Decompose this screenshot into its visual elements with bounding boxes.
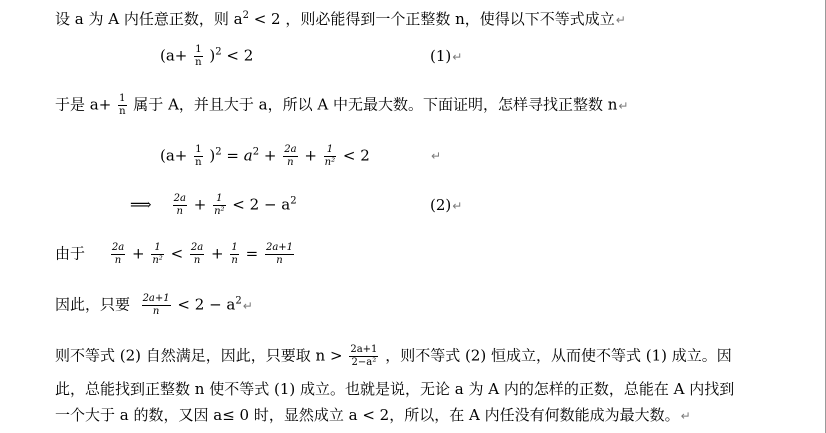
- paragraph-1: [55, 9, 626, 30]
- denominator: n: [231, 255, 238, 266]
- operator: +: [193, 195, 207, 214]
- text: 设 a 为 A 内任意正数，则 a: [55, 10, 243, 28]
- text: ): [209, 46, 216, 65]
- fraction: [111, 242, 125, 267]
- paragraph-mark-icon: ↵: [615, 13, 626, 27]
- exponent: 2: [242, 10, 249, 21]
- paragraph-mark-icon: ↵: [618, 98, 629, 113]
- denominator: n: [176, 206, 183, 217]
- paragraph-5-line-1: [55, 344, 732, 369]
- denominator: n: [276, 255, 283, 266]
- operator: <: [170, 244, 188, 263]
- paragraph-2: [55, 93, 628, 118]
- numerator: 2a: [190, 242, 204, 253]
- text: (a+: [160, 46, 188, 65]
- text: < 2 − a: [177, 295, 236, 314]
- numerator: 2a: [111, 242, 125, 253]
- text: ，则不等式 (2) 恒成立，从而使不等式 (1) 成立。因: [385, 346, 732, 365]
- numerator: 2a+1: [142, 293, 170, 304]
- fraction: [283, 144, 297, 169]
- text: < 2 ，则必能得到一个正整数 n，使得以下不等式成立: [248, 10, 615, 28]
- text: 一个大于 a 的数，又因 a≤ 0 时，显然成立 a < 2，所以，在 A 内任没有何数能成为最大数。: [55, 406, 680, 424]
- equation-2: [160, 144, 370, 169]
- paragraph-3: [55, 242, 296, 267]
- paragraph-4: [55, 293, 253, 318]
- denominator: n²: [324, 157, 336, 168]
- denominator: n: [119, 106, 126, 117]
- text: 因此，只要: [55, 295, 131, 314]
- paragraph-mark-icon: ↵: [452, 50, 463, 64]
- operator: +: [131, 244, 145, 263]
- fraction: [142, 293, 171, 318]
- numerator: 1: [231, 242, 238, 253]
- numerator: 2a: [284, 144, 297, 155]
- equation-number: (2): [430, 196, 452, 214]
- paragraph-5-line-2: [55, 379, 734, 399]
- exponent: 2: [215, 146, 222, 158]
- text: 于是 a+: [55, 95, 112, 114]
- numerator: 2a+1: [350, 344, 378, 355]
- denominator: 2−a²: [351, 357, 377, 368]
- variable: a: [243, 146, 253, 165]
- fraction: [349, 344, 378, 369]
- paragraph-mark-icon: ↵: [242, 298, 253, 313]
- fraction: [173, 193, 187, 218]
- paragraph-mark-icon: ↵: [680, 409, 691, 423]
- fraction: [151, 242, 163, 267]
- equation-1-tag: [430, 46, 462, 67]
- denominator: n: [195, 157, 202, 168]
- equation-3-tag: [430, 195, 462, 216]
- paragraph-5-line-3: [55, 405, 691, 426]
- equation-number: (1): [430, 47, 452, 65]
- operator: +: [211, 244, 224, 263]
- numerator: 1: [195, 44, 202, 55]
- fraction: [230, 242, 238, 267]
- paragraph-mark-icon: ↵: [452, 199, 463, 213]
- denominator: n: [193, 255, 201, 266]
- denominator: n: [195, 57, 202, 68]
- numerator: 2a+1: [265, 242, 294, 253]
- equation-1: [160, 44, 253, 69]
- text: 则不等式 (2) 自然满足，因此，只要取 n >: [55, 346, 348, 365]
- operator: =: [245, 244, 263, 263]
- denominator: n: [152, 306, 160, 317]
- text: 此，总能找到正整数 n 使不等式 (1) 成立。也就是说，无论 a 为 A 内的怎样的正数，总能在 A 内找到: [55, 380, 735, 398]
- denominator: n²: [214, 206, 225, 217]
- fraction: [194, 144, 202, 169]
- numerator: 1: [213, 193, 225, 206]
- numerator: 1: [324, 144, 336, 157]
- operator: +: [263, 146, 277, 165]
- exponent: 2: [290, 195, 297, 207]
- equation-2-end: [430, 146, 441, 164]
- text: < 2 − a: [232, 195, 291, 214]
- text: < 2: [221, 46, 254, 65]
- paragraph-mark-icon: ↵: [431, 149, 442, 163]
- text: 属于 A，并且大于 a，所以 A 中无最大数。下面证明，怎样寻找正整数 n: [133, 95, 618, 114]
- numerator: 2a: [173, 193, 186, 204]
- denominator: n: [114, 255, 122, 266]
- denominator: n²: [152, 255, 163, 266]
- exponent: 2: [215, 46, 222, 58]
- text: =: [221, 146, 244, 165]
- implies-arrow: ⟹: [130, 195, 152, 214]
- numerator: 1: [119, 93, 126, 104]
- text: 由于: [55, 244, 86, 263]
- numerator: 1: [151, 242, 163, 255]
- fraction: [190, 242, 204, 267]
- equation-3: [130, 193, 297, 218]
- fraction: [324, 144, 336, 169]
- operator: +: [304, 146, 317, 165]
- text: ): [209, 146, 216, 165]
- numerator: 1: [195, 144, 202, 155]
- fraction: [265, 242, 294, 267]
- text: < 2: [342, 146, 370, 165]
- fraction: [213, 193, 225, 218]
- exponent: 2: [252, 146, 260, 158]
- denominator: n: [287, 157, 294, 168]
- text: (a+: [160, 146, 188, 165]
- exponent: 2: [235, 295, 242, 307]
- fraction: [194, 44, 202, 69]
- fraction: [118, 93, 126, 118]
